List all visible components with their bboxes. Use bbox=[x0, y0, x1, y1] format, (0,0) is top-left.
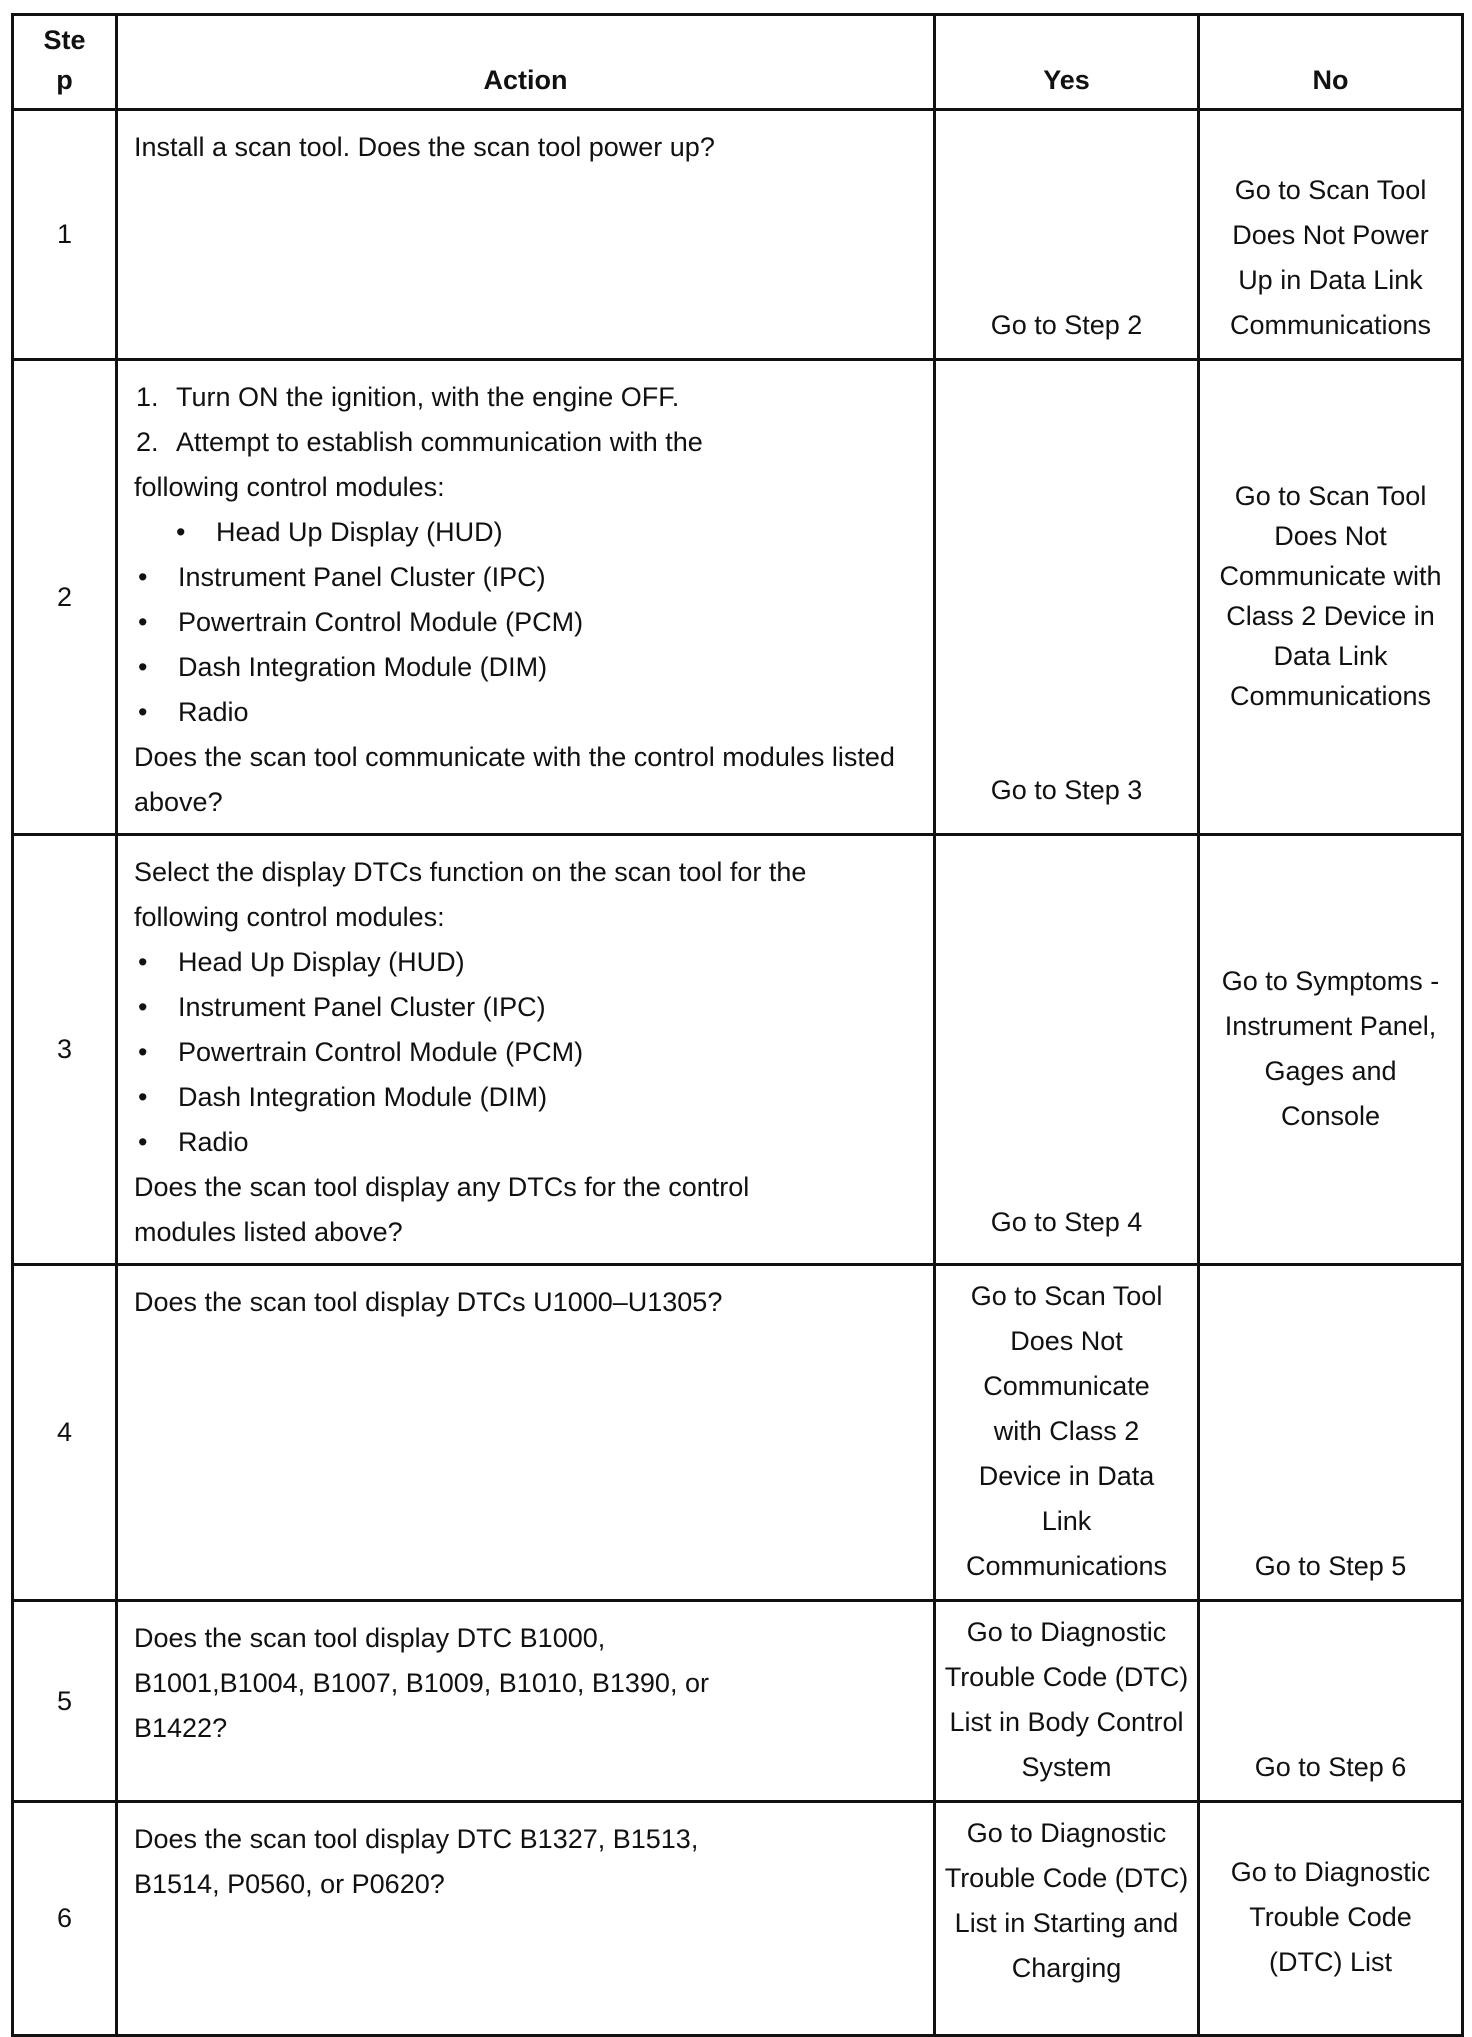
bullet-text: Radio bbox=[178, 1127, 249, 1157]
bullet-icon: • bbox=[138, 607, 148, 637]
bullet-icon: • bbox=[138, 562, 148, 592]
action-cell bbox=[117, 1802, 935, 2036]
bullet-icon: • bbox=[138, 652, 148, 682]
yes-cell: Go to Step 4 bbox=[935, 835, 1199, 1265]
bullet-item bbox=[134, 690, 921, 735]
yes-cell: Go to Step 2 bbox=[935, 110, 1199, 360]
step-number: 6 bbox=[13, 1802, 117, 2036]
header-no: No bbox=[1199, 15, 1463, 110]
header-yes: Yes bbox=[935, 15, 1199, 110]
header-step: Step bbox=[13, 15, 117, 110]
action-cell bbox=[117, 835, 935, 1265]
yes-cell: Go to Step 3 bbox=[935, 360, 1199, 835]
action-intro: Select the display DTCs function on the scan tool for the following control modules: bbox=[134, 857, 807, 932]
no-cell: Go to Step 6 bbox=[1199, 1601, 1463, 1802]
bullet-text: Radio bbox=[178, 697, 249, 727]
bullet-item bbox=[134, 985, 921, 1030]
bullet-icon: • bbox=[176, 517, 186, 547]
bullet-item bbox=[134, 510, 921, 555]
yes-cell: Go to Diagnostic Trouble Code (DTC) List in Starting and Charging bbox=[935, 1802, 1199, 2036]
bullet-item bbox=[134, 600, 921, 645]
action-question: Does the scan tool display any DTCs for the control modules listed above? bbox=[134, 1172, 750, 1247]
bullet-item bbox=[134, 1120, 921, 1165]
bullet-text: Instrument Panel Cluster (IPC) bbox=[178, 992, 546, 1022]
table-row bbox=[13, 360, 1463, 835]
header-row bbox=[13, 15, 1463, 110]
bullet-item bbox=[134, 1030, 921, 1075]
yes-cell: Go to Scan Tool Does Not Communicate with Class 2 Device in Data Link Communications bbox=[935, 1265, 1199, 1601]
bullet-icon: • bbox=[138, 947, 148, 977]
numbered-item-text: Attempt to establish communication with the following control modules: bbox=[134, 427, 703, 502]
numbered-item bbox=[134, 420, 921, 510]
table-row bbox=[13, 835, 1463, 1265]
step-number: 3 bbox=[13, 835, 117, 1265]
action-cell bbox=[117, 110, 935, 360]
bullet-text: Head Up Display (HUD) bbox=[178, 947, 465, 977]
action-text: Install a scan tool. Does the scan tool power up? bbox=[134, 132, 715, 162]
no-cell: Go to Symptoms - Instrument Panel, Gages and Console bbox=[1199, 835, 1463, 1265]
step-number: 5 bbox=[13, 1601, 117, 1802]
bullet-icon: • bbox=[138, 1127, 148, 1157]
bullet-text: Head Up Display (HUD) bbox=[216, 517, 503, 547]
step-number: 1 bbox=[13, 110, 117, 360]
no-cell: Go to Step 5 bbox=[1199, 1265, 1463, 1601]
bullet-item bbox=[134, 940, 921, 985]
action-text: Does the scan tool display DTCs U1000–U1305? bbox=[134, 1287, 723, 1317]
header-action: Action bbox=[117, 15, 935, 110]
action-cell bbox=[117, 360, 935, 835]
bullet-item bbox=[134, 1075, 921, 1120]
action-question: Does the scan tool communicate with the control modules listed above? bbox=[134, 742, 895, 817]
action-cell bbox=[117, 1601, 935, 1802]
bullet-text: Instrument Panel Cluster (IPC) bbox=[178, 562, 546, 592]
item-number: 1. bbox=[136, 382, 159, 412]
action-cell bbox=[117, 1265, 935, 1601]
no-cell: Go to Scan Tool Does Not Power Up in Data Link Communications bbox=[1199, 110, 1463, 360]
table-row bbox=[13, 1601, 1463, 1802]
step-number: 2 bbox=[13, 360, 117, 835]
bullet-icon: • bbox=[138, 1082, 148, 1112]
yes-cell: Go to Diagnostic Trouble Code (DTC) List in Body Control System bbox=[935, 1601, 1199, 1802]
bullet-icon: • bbox=[138, 992, 148, 1022]
bullet-icon: • bbox=[138, 1037, 148, 1067]
numbered-item-text: Turn ON the ignition, with the engine OFF. bbox=[176, 382, 680, 412]
diagnostic-table bbox=[11, 13, 1464, 2037]
step-number: 4 bbox=[13, 1265, 117, 1601]
item-number: 2. bbox=[136, 427, 159, 457]
bullet-text: Powertrain Control Module (PCM) bbox=[178, 607, 584, 637]
table-row bbox=[13, 1802, 1463, 2036]
table-row bbox=[13, 1265, 1463, 1601]
no-cell: Go to Scan Tool Does Not Communicate with Class 2 Device in Data Link Communications bbox=[1199, 360, 1463, 835]
bullet-text: Dash Integration Module (DIM) bbox=[178, 652, 548, 682]
numbered-item bbox=[134, 375, 921, 420]
table-row bbox=[13, 110, 1463, 360]
bullet-icon: • bbox=[138, 697, 148, 727]
bullet-text: Powertrain Control Module (PCM) bbox=[178, 1037, 584, 1067]
bullet-item bbox=[134, 645, 921, 690]
action-text: Does the scan tool display DTC B1000, B1001,B1004, B1007, B1009, B1010, B1390, or B1422? bbox=[134, 1623, 709, 1743]
no-cell: Go to Diagnostic Trouble Code (DTC) List bbox=[1199, 1802, 1463, 2036]
bullet-item bbox=[134, 555, 921, 600]
action-text: Does the scan tool display DTC B1327, B1513, B1514, P0560, or P0620? bbox=[134, 1824, 699, 1899]
bullet-text: Dash Integration Module (DIM) bbox=[178, 1082, 548, 1112]
